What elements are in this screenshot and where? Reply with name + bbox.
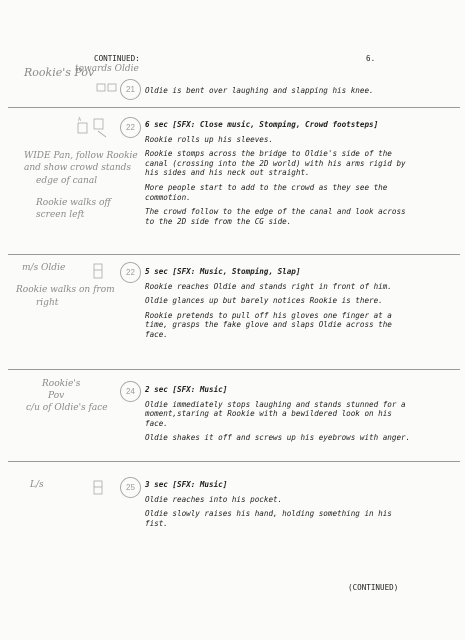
handwritten-note: Rookie's Pov: [24, 66, 95, 79]
action-line: Rookie stomps across the bridge to Oldie's side of the canal (crossing into the 2D world) with his arms rigid by his sides and his neck out straight.: [145, 149, 406, 178]
action-line: Rookie reaches Oldie and stands right in front of him.: [145, 281, 392, 291]
shot-number-badge: 24: [120, 381, 141, 402]
action-line: Oldie slowly raises his hand, holding something in his fist.: [145, 509, 392, 528]
action-line: Oldie glances up but barely notices Rookie is there.: [145, 296, 383, 306]
action-line: Oldie is bent over laughing and slapping his knee.: [145, 86, 374, 95]
handwritten-note: c/u of Oldie's face: [26, 403, 108, 413]
divider: [8, 461, 460, 462]
page-number: 6.: [366, 54, 376, 63]
sketch-icon: [92, 262, 106, 282]
shot-description: [145, 480, 415, 533]
handwritten-note: Rookie walks on from: [16, 285, 115, 295]
shot-description: [145, 385, 415, 448]
sketch-icon: [96, 82, 118, 94]
shot-heading: 2 sec [SFX: Music]: [145, 385, 228, 394]
handwritten-note: Pov: [48, 391, 65, 401]
divider: [8, 254, 460, 255]
shot-number-badge: 21: [120, 79, 141, 100]
handwritten-note: WIDE Pan, follow Rookie: [24, 151, 138, 161]
shot-number-badge: 22: [120, 262, 141, 283]
shot-heading: 5 sec [SFX: Music, Stomping, Slap]: [145, 267, 301, 276]
action-line: Oldie immediately stops laughing and stands stunned for a moment,staring at Rookie with a bewildered look on his face.: [145, 399, 406, 428]
handwritten-note: L/s: [30, 480, 44, 490]
shot-description: [145, 267, 415, 345]
shot-description: [145, 120, 415, 231]
continued-footer: (CONTINUED): [348, 583, 399, 592]
action-line: Rookie rolls up his sleeves.: [145, 134, 274, 144]
shot-number-badge: 22: [120, 117, 141, 138]
divider: [8, 107, 460, 108]
shot-heading: 6 sec [SFX: Close music, Stomping, Crowd footsteps]: [145, 120, 379, 129]
action-line: More people start to add to the crowd as they see the commotion.: [145, 182, 388, 202]
handwritten-note: Rookie walks off: [36, 198, 111, 208]
sketch-icon: [92, 478, 106, 498]
action-line: Oldie reaches into his pocket.: [145, 494, 283, 504]
handwritten-note: and show crowd stands: [24, 163, 132, 173]
action-line: The crowd follow to the edge of the canal and look across to the 2D side from the CG side.: [145, 207, 406, 226]
handwritten-note: Rookie's: [42, 379, 81, 389]
sketch-icon: [76, 115, 116, 143]
shot-description: [145, 86, 415, 101]
handwritten-note: edge of canal: [36, 176, 98, 186]
continued-header: CONTINUED:: [94, 54, 140, 63]
handwritten-note: right: [36, 298, 59, 308]
handwritten-note: m/s Oldie: [22, 263, 66, 273]
action-line: Oldie shakes it off and screws up his eyebrows with anger.: [145, 433, 411, 443]
handwritten-note: screen left: [36, 210, 85, 220]
shot-number-badge: 25: [120, 477, 141, 498]
shot-heading: 3 sec [SFX: Music]: [145, 480, 228, 489]
svg-text:A: A: [78, 117, 82, 123]
action-line: Rookie pretends to pull off his gloves one finger at a time, grasps the fake glove and slaps Oldie across the face.: [145, 310, 392, 339]
divider: [8, 369, 460, 370]
handwritten-note: towards Oldie: [75, 64, 139, 74]
